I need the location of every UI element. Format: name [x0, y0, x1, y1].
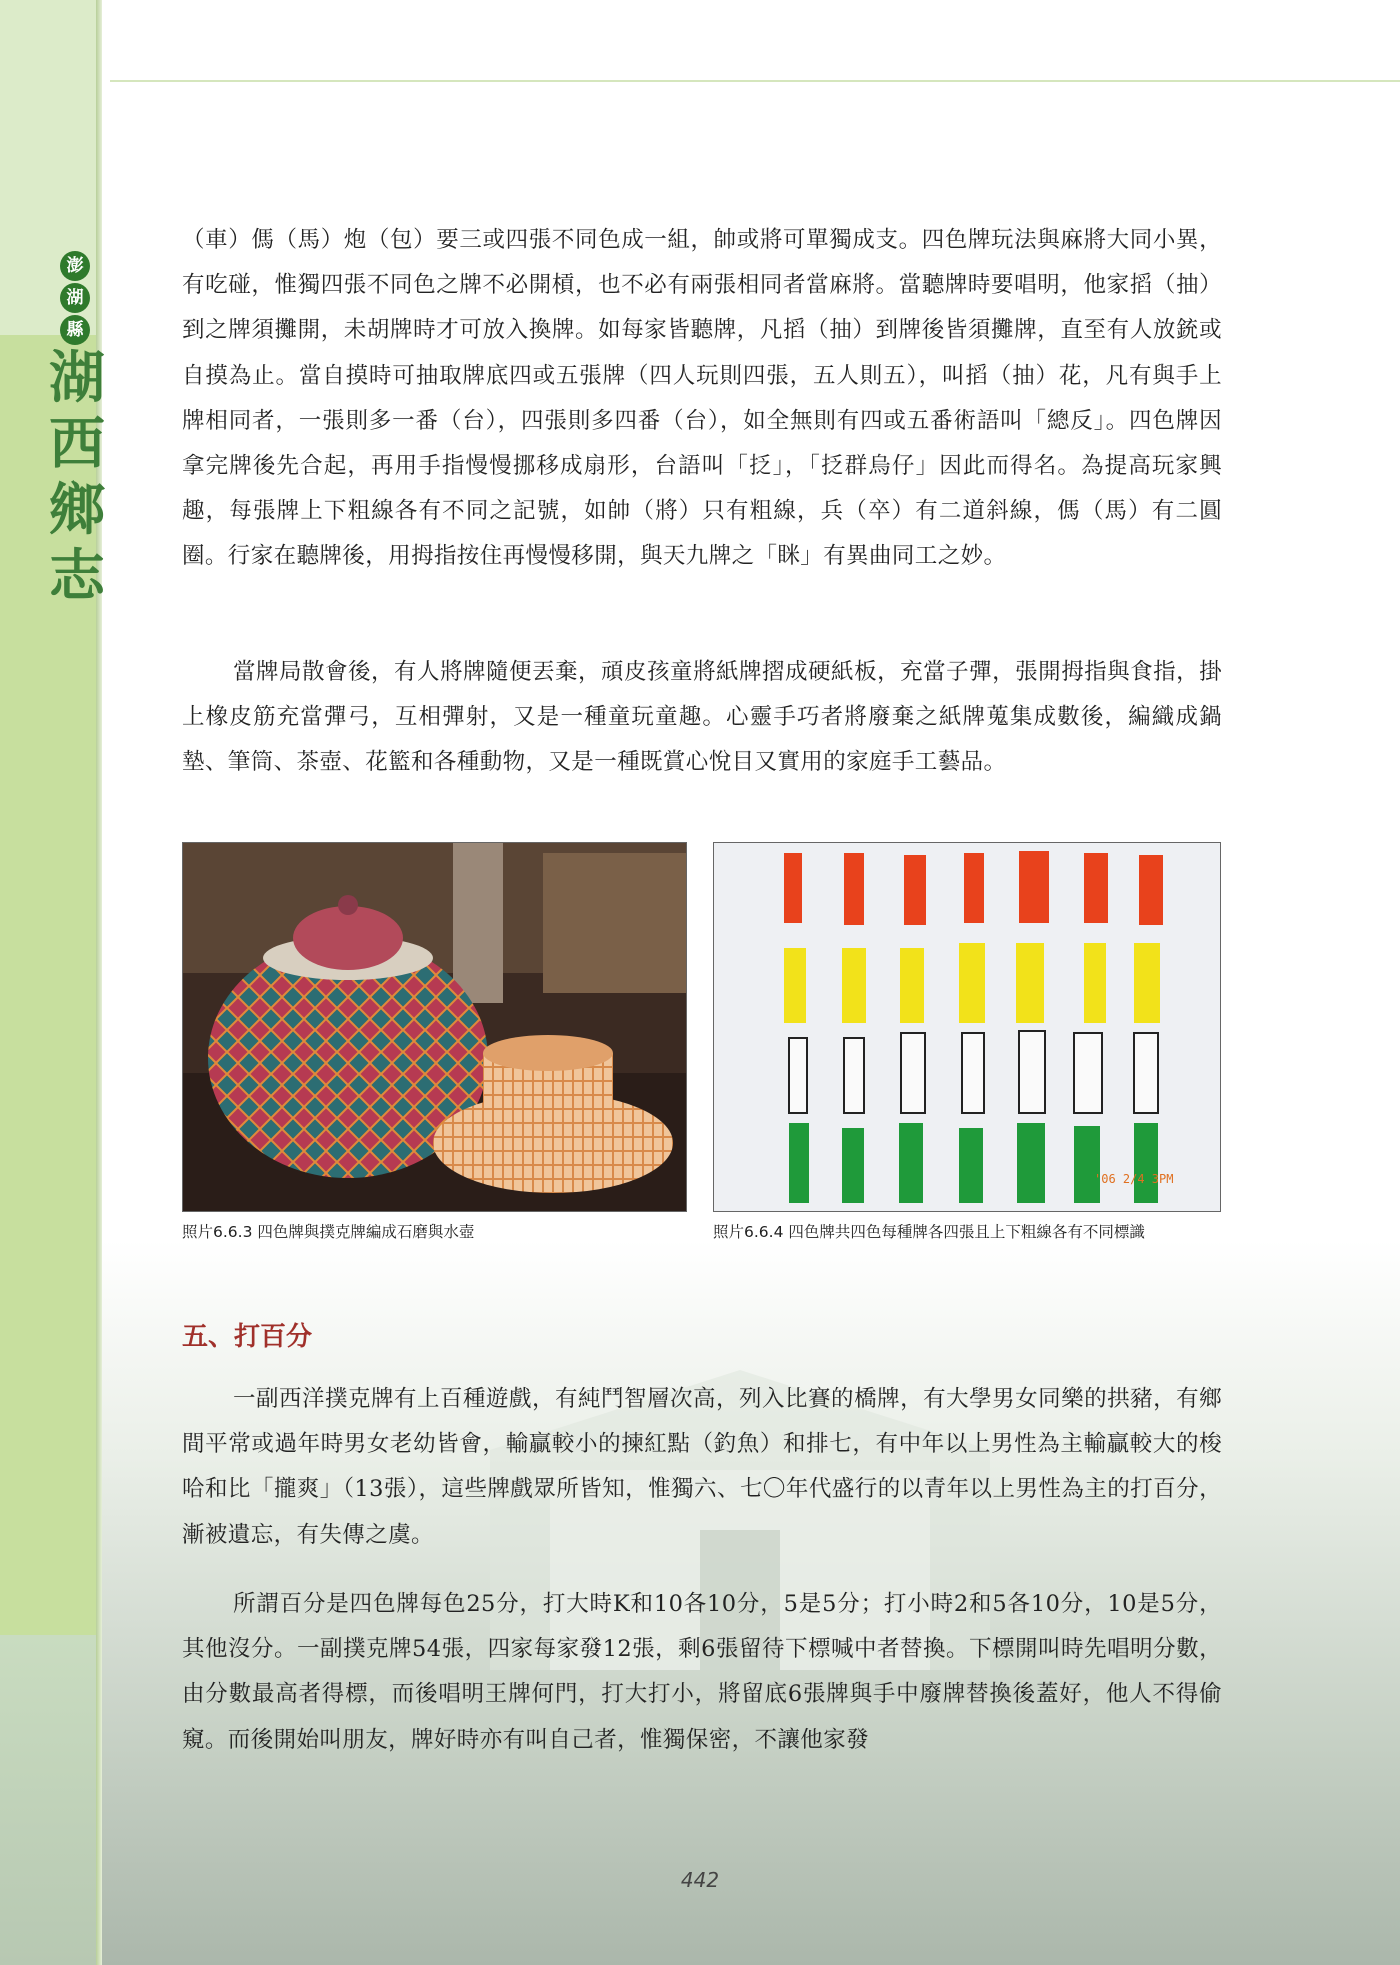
book-title	[42, 345, 112, 609]
section-heading: 五、打百分	[182, 1322, 313, 1352]
county-char: 湖	[60, 283, 90, 313]
county-seal	[58, 250, 92, 346]
sidebar-bottom-tint	[0, 1635, 100, 1965]
book-title-char: 志	[49, 543, 105, 609]
photo-four-color-cards	[713, 842, 1221, 1212]
body-paragraph: （車）傌（馬）炮（包）要三或四張不同色成一組，帥或將可單獨成支。四色牌玩法與麻將大同小異，有吃碰，惟獨四張不同色之牌不必開槓，也不必有兩張相同者當麻將。當聽牌時要唱明，他家搯（抽）到之牌須攤開，未胡牌時才可放入換牌。如每家皆聽牌，凡搯（抽）到牌後皆須攤牌，直至有人放銃或自摸為止。當自摸時可抽取牌底四或五張牌（四人玩則四張，五人則五），叫搯（抽）花，凡有與手上牌相同者，一張則多一番（台），四張則多四番（台），如全無則有四或五番術語叫「總反」。四色牌因拿完牌後先合起，再用手指慢慢挪移成扇形，台語叫「抸」，「抸群烏仔」因此而得名。為提高玩家興趣，每張牌上下粗線各有不同之記號，如帥（將）只有粗線，兵（卒）有二道斜線，傌（馬）有二圓圈。行家在聽牌後，用拇指按住再慢慢移開，與天九牌之「眯」有異曲同工之妙。	[182, 227, 1222, 570]
body-paragraph: 當牌局散會後，有人將牌隨便丟棄，頑皮孩童將紙牌摺成硬紙板，充當子彈，張開拇指與食指，掛上橡皮筋充當彈弓，互相彈射，又是一種童玩童趣。心靈手巧者將廢棄之紙牌蒐集成數後，編織成鍋墊、筆筒、茶壺、花籃和各種動物，又是一種既賞心悅目又實用的家庭手工藝品。	[182, 659, 1222, 776]
photo-woven-crafts	[182, 842, 687, 1212]
card-row-white	[789, 1031, 1158, 1113]
photo-caption: 照片6.6.3 四色牌與撲克牌編成石磨與水壺	[182, 1223, 475, 1241]
book-title-char: 西	[49, 411, 105, 477]
book-title-char: 鄉	[49, 477, 105, 543]
book-title-char: 湖	[49, 345, 105, 411]
header-rule	[110, 80, 1400, 82]
county-char: 澎	[60, 251, 90, 281]
body-paragraph: 所謂百分是四色牌每色25分，打大時K和10各10分，5是5分；打小時2和5各10分，10是5分，其他沒分。一副撲克牌54張，四家每家發12張，剩6張留待下標喊中者替換。下標開叫時先唱明分數，由分數最高者得標，而後唱明王牌何門，打大打小，將留底6張牌與手中廢牌替換後蓋好，他人不得偷窺。而後開始叫朋友，牌好時亦有叫自己者，惟獨保密，不讓他家發	[182, 1591, 1222, 1753]
four-color-cards-illustration	[714, 843, 1220, 1211]
sidebar-edge	[96, 0, 102, 1965]
page-number: 442	[680, 1868, 720, 1892]
body-paragraph: 一副西洋撲克牌有上百種遊戲，有純鬥智層次高，列入比賽的橋牌，有大學男女同樂的拱豬，有鄉間平常或過年時男女老幼皆會，輸贏較小的揀紅點（釣魚）和排七，有中年以上男性為主輸贏較大的梭哈和比「攏爽」（13張），這些牌戲眾所皆知，惟獨六、七〇年代盛行的以青年以上男性為主的打百分，漸被遺忘，有失傳之虞。	[182, 1386, 1222, 1548]
photo-caption: 照片6.6.4 四色牌共四色每種牌各四張且上下粗線各有不同標識	[713, 1223, 1145, 1241]
county-char: 縣	[60, 315, 90, 345]
woven-crafts-illustration	[183, 843, 686, 1211]
photo-date-stamp: '06 2/4 3PM	[1094, 1172, 1174, 1186]
